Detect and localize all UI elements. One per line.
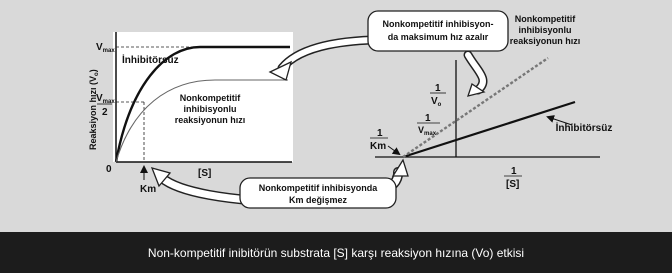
- uninhibited-line-label: İnhibitörsüz: [555, 123, 613, 134]
- km-intercept-arrow: [388, 146, 399, 154]
- km-intercept-num: 1: [377, 128, 383, 139]
- left-x-axis-label: [S]: [198, 168, 212, 179]
- km-intercept-den: Km: [370, 141, 387, 152]
- inhibited-curve-label-line3: reaksiyonun hızı: [174, 115, 246, 125]
- right-x-axis-label-num: 1: [511, 166, 517, 177]
- bottom-callout-text-line2: Km değişmez: [288, 195, 348, 205]
- inhibited-curve-label-line1: Nonkompetitif: [179, 93, 241, 103]
- left-y-axis-label: Reaksiyon hızı $(V_o)$: [88, 69, 100, 150]
- right-y-axis-label-den: $V_o$: [431, 96, 442, 108]
- intercept-label-num: 1: [425, 113, 431, 124]
- uninhibited-line: [403, 102, 575, 157]
- inhibited-line-label-line1: Nonkompetitif: [514, 14, 576, 24]
- inhibited-line-label-line2: inhibisyonlu: [518, 25, 572, 35]
- half-vmax-denominator: 2: [102, 107, 108, 118]
- figure-caption: Non-kompetitif inibitörün substrata [S] karşı reaksiyon hızına (Vo) etkisi: [147, 245, 525, 260]
- intercept-label-den: $V_{max}$: [418, 125, 437, 137]
- half-vmax-label: $V_{max}$: [96, 93, 115, 105]
- right-x-axis-label-den: [S]: [506, 179, 520, 190]
- top-callout-text-line1: Nonkompetitif inhibisyon-: [382, 19, 494, 29]
- origin-label: 0: [106, 164, 112, 175]
- top-callout-box: [368, 11, 508, 51]
- caption-bar: [0, 232, 672, 273]
- right-y-axis-label-num: 1: [435, 83, 441, 94]
- vmax-label: $V_{max}$: [96, 42, 115, 54]
- km-label: Km: [140, 184, 157, 195]
- top-callout-text-line2: da maksimum hız azalır: [387, 32, 489, 42]
- uninhibited-curve-label: İnhibitörsüz: [122, 55, 179, 66]
- inhibited-curve-label-line2: inhibisyonlu: [183, 104, 237, 114]
- inhibited-line-label-line3: reaksiyonun hızı: [509, 36, 581, 46]
- bottom-callout-text-line1: Nonkompetitif inhibisyonda: [258, 183, 378, 193]
